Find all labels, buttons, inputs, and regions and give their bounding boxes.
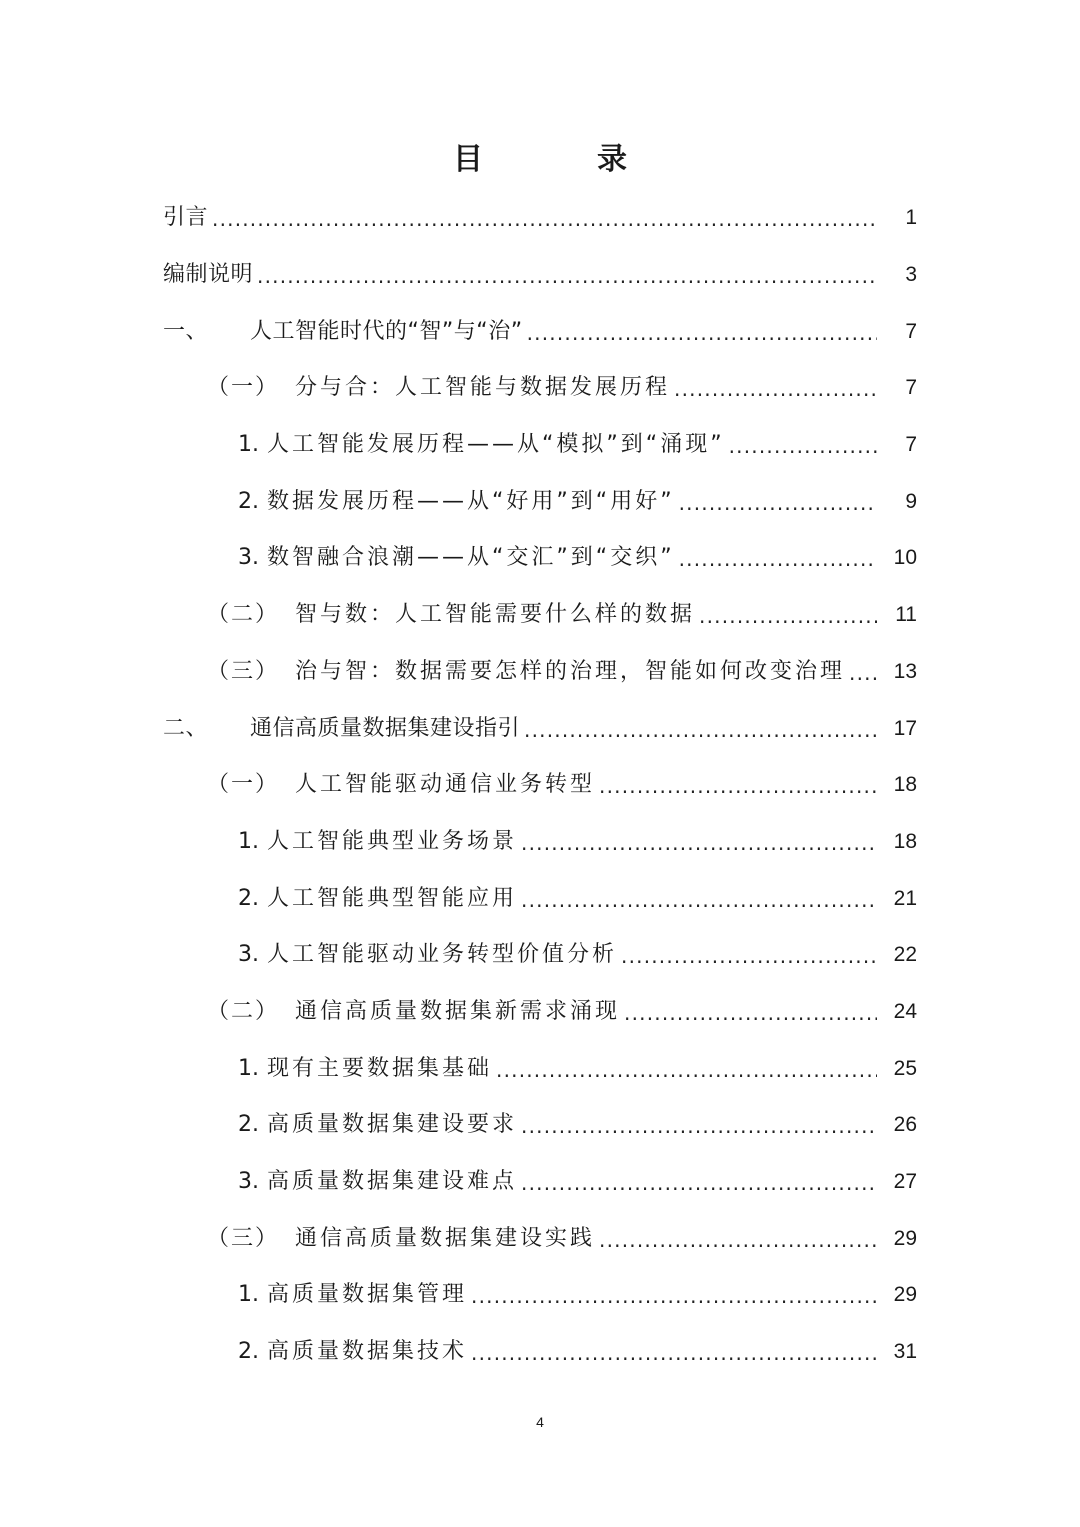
toc-entry-text: 智与数：人工智能需要什么样的数据 xyxy=(295,602,696,628)
toc-entry-number: 3. xyxy=(238,942,259,968)
toc-entry-page: 27 xyxy=(893,1170,917,1194)
dot-leader xyxy=(599,1224,877,1254)
toc-entry-label xyxy=(207,997,620,1027)
toc-entry-text: 高质量数据集建设难点 xyxy=(267,1169,518,1195)
toc-entry-label xyxy=(238,1280,467,1310)
dot-leader xyxy=(521,827,877,857)
dot-leader xyxy=(621,940,877,970)
toc-entry-text: 引言 xyxy=(163,205,209,231)
toc-entry-label xyxy=(207,373,670,403)
dot-leader xyxy=(679,487,877,517)
dot-leader xyxy=(521,1167,877,1197)
toc-entry-text: 数智融合浪潮——从“交汇”到“交织” xyxy=(267,545,675,571)
toc-entry-label xyxy=(207,770,595,800)
toc-entry[interactable] xyxy=(0,984,1080,1041)
toc-entry-page: 29 xyxy=(893,1283,917,1307)
toc-entry[interactable] xyxy=(0,473,1080,530)
dot-leader xyxy=(599,770,877,800)
table-of-contents xyxy=(0,190,1080,1380)
toc-entry-number: 1. xyxy=(238,828,259,854)
toc-entry-page: 13 xyxy=(893,659,917,683)
toc-entry-number: （一） xyxy=(207,772,280,798)
toc-entry-label xyxy=(163,317,523,347)
dot-leader xyxy=(624,997,877,1027)
toc-entry-page: 31 xyxy=(893,1340,917,1364)
toc-entry-number: 1. xyxy=(238,432,259,458)
dot-leader xyxy=(521,1110,877,1140)
toc-entry-number: 3. xyxy=(238,1169,259,1195)
dot-leader xyxy=(257,260,877,290)
toc-entry-text: 人工智能驱动通信业务转型 xyxy=(295,772,596,798)
toc-entry-number: （三） xyxy=(207,1225,280,1251)
toc-entry[interactable] xyxy=(0,1097,1080,1154)
toc-entry-text: 人工智能典型智能应用 xyxy=(267,885,518,911)
toc-entry-page: 22 xyxy=(893,943,917,967)
toc-entry-label xyxy=(238,1110,517,1140)
toc-entry-number: 1. xyxy=(238,1055,259,1081)
toc-entry-label xyxy=(238,827,517,857)
dot-leader xyxy=(524,714,877,744)
toc-entry-label xyxy=(238,940,617,970)
toc-entry-label xyxy=(163,203,208,233)
dot-leader xyxy=(471,1337,877,1367)
toc-entry[interactable] xyxy=(0,927,1080,984)
dot-leader xyxy=(496,1054,877,1084)
toc-entry-number: 2. xyxy=(238,1112,259,1138)
toc-entry-text: 现有主要数据集基础 xyxy=(267,1055,493,1081)
toc-entry-page: 18 xyxy=(893,773,917,797)
toc-entry-number: （二） xyxy=(207,602,280,628)
dot-leader xyxy=(699,600,877,630)
toc-entry-page: 24 xyxy=(893,999,917,1023)
toc-entry[interactable] xyxy=(0,530,1080,587)
toc-entry-number: 3. xyxy=(238,545,259,571)
toc-entry-label xyxy=(238,543,675,573)
toc-entry-text: 数据发展历程——从“好用”到“用好” xyxy=(267,488,675,514)
toc-entry-text: 人工智能驱动业务转型价值分析 xyxy=(267,942,618,968)
toc-entry-label xyxy=(238,1337,467,1367)
toc-title: 目 录 xyxy=(453,142,669,177)
toc-entry-label xyxy=(238,487,675,517)
dot-leader xyxy=(521,884,877,914)
toc-entry-number: 二、 xyxy=(163,715,209,741)
toc-entry-text: 通信高质量数据集建设实践 xyxy=(295,1225,596,1251)
toc-entry-page: 18 xyxy=(893,829,917,853)
toc-entry-number: 2. xyxy=(238,1339,259,1365)
toc-entry-page: 3 xyxy=(905,263,917,287)
toc-entry-label xyxy=(207,1224,595,1254)
toc-entry[interactable] xyxy=(0,1154,1080,1211)
toc-entry-page: 25 xyxy=(893,1056,917,1080)
toc-entry[interactable] xyxy=(0,360,1080,417)
toc-entry-page: 21 xyxy=(893,886,917,910)
toc-entry-label xyxy=(207,600,695,630)
toc-entry[interactable] xyxy=(0,417,1080,474)
toc-entry-page: 10 xyxy=(893,546,917,570)
toc-entry-number: 一、 xyxy=(163,318,209,344)
toc-entry-text: 高质量数据集技术 xyxy=(267,1339,468,1365)
toc-entry[interactable] xyxy=(0,700,1080,757)
toc-entry[interactable] xyxy=(0,1324,1080,1381)
toc-entry-page: 26 xyxy=(893,1113,917,1137)
toc-entry[interactable] xyxy=(0,1210,1080,1267)
toc-entry-page: 11 xyxy=(895,603,917,627)
dot-leader xyxy=(471,1280,877,1310)
toc-entry-number: 2. xyxy=(238,885,259,911)
toc-entry-number: 1. xyxy=(238,1282,259,1308)
page-number: 4 xyxy=(536,1414,544,1430)
toc-entry[interactable] xyxy=(0,644,1080,701)
toc-entry[interactable] xyxy=(0,757,1080,814)
toc-entry[interactable] xyxy=(0,247,1080,304)
dot-leader xyxy=(729,430,877,460)
toc-entry-label xyxy=(163,714,520,744)
toc-entry-text: 分与合：人工智能与数据发展历程 xyxy=(295,375,671,401)
toc-entry-text: 人工智能典型业务场景 xyxy=(267,828,518,854)
toc-entry[interactable] xyxy=(0,1267,1080,1324)
toc-entry-page: 1 xyxy=(905,206,917,230)
toc-entry-text: 编制说明 xyxy=(163,262,254,288)
toc-entry-page: 9 xyxy=(905,489,917,513)
toc-entry-text: 通信高质量数据集建设指引 xyxy=(250,715,521,741)
toc-entry-text: 人工智能发展历程——从“模拟”到“涌现” xyxy=(267,432,725,458)
toc-entry-page: 7 xyxy=(905,319,917,343)
toc-entry-number: （二） xyxy=(207,998,280,1024)
toc-entry-label xyxy=(238,1167,517,1197)
toc-entry-label xyxy=(238,884,517,914)
toc-entry-text: 治与智：数据需要怎样的治理，智能如何改变治理 xyxy=(295,658,846,684)
toc-entry-number: 2. xyxy=(238,488,259,514)
toc-entry-page: 7 xyxy=(905,433,917,457)
toc-entry-number: （一） xyxy=(207,375,280,401)
toc-entry-page: 29 xyxy=(893,1226,917,1250)
toc-entry-text: 人工智能时代的“智”与“治” xyxy=(250,318,523,344)
dot-leader xyxy=(674,373,877,403)
toc-entry[interactable] xyxy=(0,1040,1080,1097)
dot-leader xyxy=(527,317,877,347)
dot-leader xyxy=(212,203,877,233)
toc-entry-text: 高质量数据集管理 xyxy=(267,1282,468,1308)
toc-entry[interactable] xyxy=(0,303,1080,360)
toc-entry-label xyxy=(238,430,725,460)
dot-leader xyxy=(679,543,877,573)
toc-entry-page: 17 xyxy=(893,716,917,740)
toc-entry[interactable] xyxy=(0,870,1080,927)
toc-entry-label xyxy=(163,260,253,290)
toc-entry-number: （三） xyxy=(207,658,280,684)
dot-leader xyxy=(849,657,877,687)
toc-entry-text: 通信高质量数据集新需求涌现 xyxy=(295,998,621,1024)
toc-entry-page: 7 xyxy=(905,376,917,400)
toc-entry-label xyxy=(238,1054,492,1084)
toc-entry[interactable] xyxy=(0,190,1080,247)
toc-entry[interactable] xyxy=(0,587,1080,644)
toc-entry-text: 高质量数据集建设要求 xyxy=(267,1112,518,1138)
toc-entry-label xyxy=(207,657,845,687)
toc-entry[interactable] xyxy=(0,814,1080,871)
